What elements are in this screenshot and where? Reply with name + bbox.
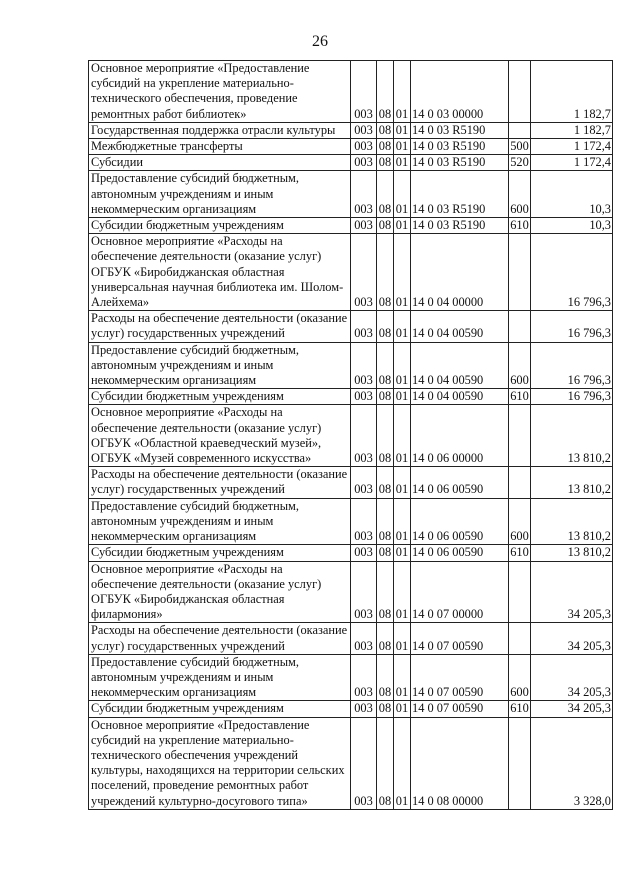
expense-type-cell: 610 xyxy=(510,389,529,404)
target-code-cell: 14 0 03 R5190 xyxy=(411,155,509,171)
table-row xyxy=(89,234,613,311)
expense-name-cell: Предоставление субсидий бюджетным, автономным учреждениям и иным некоммерческим организациям xyxy=(89,498,351,545)
subsection-code-cell: 01 xyxy=(394,561,411,623)
expense-name-cell: Межбюджетные трансферты xyxy=(89,139,351,155)
expense-name-cell: Предоставление субсидий бюджетным, автономным учреждениям и иным некоммерческим организациям xyxy=(89,654,351,701)
admin-code-cell: 003 xyxy=(351,139,377,155)
amount-cell: 1 182,7 xyxy=(531,61,613,123)
table-row xyxy=(89,545,613,561)
expense-name-cell: Субсидии бюджетным учреждениям xyxy=(89,545,351,561)
table-row xyxy=(89,218,613,234)
table-row xyxy=(89,467,613,498)
table-row xyxy=(89,155,613,171)
expense-name-cell: Субсидии бюджетным учреждениям xyxy=(89,701,351,717)
admin-code-cell: 003 xyxy=(351,623,377,654)
expense-type-cell: 500 xyxy=(510,139,529,154)
target-code-cell: 14 0 03 R5190 xyxy=(411,171,509,218)
expense-name-cell: Расходы на обеспечение деятельности (оказание услуг) государственных учреждений xyxy=(89,623,351,654)
admin-code-cell: 003 xyxy=(351,561,377,623)
table-row xyxy=(89,623,613,654)
expense-type-cell xyxy=(509,623,531,654)
expense-name-cell: Субсидии бюджетным учреждениям xyxy=(89,218,351,234)
subsection-code-cell: 01 xyxy=(394,311,411,342)
admin-code-cell: 003 xyxy=(351,545,377,561)
expense-type-cell xyxy=(509,467,531,498)
subsection-code-cell: 01 xyxy=(394,498,411,545)
admin-code-cell: 003 xyxy=(351,122,377,138)
expense-name-cell: Основное мероприятие «Предоставление субсидий на укрепление материально-технического обеспечения учреждений культуры, находящихся на территории сельских поселений, проведение ремонтных работ учреждений культурно-досугового типа» xyxy=(89,717,351,809)
table-row xyxy=(89,561,613,623)
section-code-cell: 08 xyxy=(377,545,394,561)
expense-name-cell: Субсидии xyxy=(89,155,351,171)
admin-code-cell: 003 xyxy=(351,654,377,701)
admin-code-cell: 003 xyxy=(351,61,377,123)
amount-cell: 34 205,3 xyxy=(531,701,613,717)
expense-name-cell: Предоставление субсидий бюджетным, автономным учреждениям и иным некоммерческим организациям xyxy=(89,342,351,389)
amount-cell: 10,3 xyxy=(531,171,613,218)
expense-type-cell: 600 xyxy=(509,342,531,389)
target-code-cell: 14 0 04 00590 xyxy=(411,342,509,389)
section-code-cell: 08 xyxy=(377,234,394,311)
table-row xyxy=(89,139,613,155)
target-code-cell: 14 0 08 00000 xyxy=(411,717,509,809)
admin-code-cell: 003 xyxy=(351,389,377,405)
amount-cell: 34 205,3 xyxy=(531,623,613,654)
admin-code-cell: 003 xyxy=(351,467,377,498)
subsection-code-cell: 01 xyxy=(394,701,411,717)
subsection-code-cell: 01 xyxy=(394,654,411,701)
target-code-cell: 14 0 04 00590 xyxy=(411,389,509,405)
subsection-code-cell: 01 xyxy=(394,61,411,123)
subsection-code-cell: 01 xyxy=(394,171,411,218)
subsection-code-cell: 01 xyxy=(394,717,411,809)
table-row xyxy=(89,122,613,138)
target-code-cell: 14 0 07 00590 xyxy=(411,654,509,701)
amount-cell: 16 796,3 xyxy=(531,311,613,342)
subsection-code-cell: 01 xyxy=(394,342,411,389)
target-code-cell: 14 0 06 00590 xyxy=(411,467,509,498)
subsection-code-cell: 01 xyxy=(394,405,411,467)
table-row xyxy=(89,342,613,389)
section-code-cell: 08 xyxy=(377,122,394,138)
target-code-cell: 14 0 07 00590 xyxy=(411,701,509,717)
target-code-cell: 14 0 03 R5190 xyxy=(411,218,509,234)
table-row xyxy=(89,171,613,218)
target-code-cell: 14 0 06 00590 xyxy=(411,545,509,561)
table-row xyxy=(89,654,613,701)
table-row xyxy=(89,389,613,405)
expense-type-cell xyxy=(509,234,531,311)
table-row xyxy=(89,405,613,467)
expense-name-cell: Расходы на обеспечение деятельности (оказание услуг) государственных учреждений xyxy=(89,311,351,342)
expense-name-cell: Предоставление субсидий бюджетным, автономным учреждениям и иным некоммерческим организациям xyxy=(89,171,351,218)
admin-code-cell: 003 xyxy=(351,498,377,545)
admin-code-cell: 003 xyxy=(351,218,377,234)
subsection-code-cell: 01 xyxy=(394,389,411,405)
admin-code-cell: 003 xyxy=(351,311,377,342)
expense-name-cell: Основное мероприятие «Предоставление субсидий на укрепление материально-технического обеспечения, проведение ремонтных работ библиотек» xyxy=(89,61,351,123)
expense-name-cell: Основное мероприятие «Расходы на обеспечение деятельности (оказание услуг) ОГБУК «Биробиджанская областная филармония» xyxy=(89,561,351,623)
amount-cell: 1 182,7 xyxy=(531,122,613,138)
amount-cell: 10,3 xyxy=(531,218,613,234)
amount-cell: 3 328,0 xyxy=(531,717,613,809)
page-number: 26 xyxy=(312,33,328,50)
admin-code-cell: 003 xyxy=(351,155,377,171)
subsection-code-cell: 01 xyxy=(394,122,411,138)
expense-type-cell: 600 xyxy=(509,498,531,545)
expense-name-cell: Субсидии бюджетным учреждениям xyxy=(89,389,351,405)
target-code-cell: 14 0 04 00000 xyxy=(411,234,509,311)
expense-name-cell: Расходы на обеспечение деятельности (оказание услуг) государственных учреждений xyxy=(89,467,351,498)
target-code-cell: 14 0 03 R5190 xyxy=(411,139,509,155)
amount-cell: 16 796,3 xyxy=(531,389,613,405)
subsection-code-cell: 01 xyxy=(394,234,411,311)
table-row xyxy=(89,717,613,809)
expense-type-cell xyxy=(509,405,531,467)
table-body xyxy=(89,61,613,810)
target-code-cell: 14 0 07 00000 xyxy=(411,561,509,623)
admin-code-cell: 003 xyxy=(351,405,377,467)
expense-type-cell: 610 xyxy=(510,701,529,716)
section-code-cell: 08 xyxy=(377,623,394,654)
table-row xyxy=(89,61,613,123)
section-code-cell: 08 xyxy=(377,654,394,701)
subsection-code-cell: 01 xyxy=(394,218,411,234)
subsection-code-cell: 01 xyxy=(394,467,411,498)
section-code-cell: 08 xyxy=(377,171,394,218)
expense-type-cell: 520 xyxy=(510,155,529,170)
section-code-cell: 08 xyxy=(377,498,394,545)
expense-name-cell: Основное мероприятие «Расходы на обеспечение деятельности (оказание услуг) ОГБУК «Областной краеведческий музей», ОГБУК «Музей современного искусства» xyxy=(89,405,351,467)
section-code-cell: 08 xyxy=(377,467,394,498)
target-code-cell: 14 0 06 00000 xyxy=(411,405,509,467)
expense-type-cell xyxy=(509,122,531,138)
expense-type-cell: 610 xyxy=(510,218,529,233)
target-code-cell: 14 0 03 00000 xyxy=(411,61,509,123)
amount-cell: 13 810,2 xyxy=(531,498,613,545)
expense-type-cell xyxy=(509,717,531,809)
section-code-cell: 08 xyxy=(377,717,394,809)
expense-type-cell: 600 xyxy=(509,171,531,218)
table-row xyxy=(89,498,613,545)
amount-cell: 34 205,3 xyxy=(531,561,613,623)
section-code-cell: 08 xyxy=(377,389,394,405)
table-row xyxy=(89,701,613,717)
subsection-code-cell: 01 xyxy=(394,139,411,155)
section-code-cell: 08 xyxy=(377,561,394,623)
section-code-cell: 08 xyxy=(377,405,394,467)
expense-type-cell: 600 xyxy=(509,654,531,701)
admin-code-cell: 003 xyxy=(351,171,377,218)
amount-cell: 34 205,3 xyxy=(531,654,613,701)
subsection-code-cell: 01 xyxy=(394,545,411,561)
expense-name-cell: Государственная поддержка отрасли культуры xyxy=(89,122,351,138)
section-code-cell: 08 xyxy=(377,61,394,123)
target-code-cell: 14 0 03 R5190 xyxy=(411,122,509,138)
section-code-cell: 08 xyxy=(377,342,394,389)
subsection-code-cell: 01 xyxy=(394,623,411,654)
amount-cell: 1 172,4 xyxy=(531,139,613,155)
amount-cell: 13 810,2 xyxy=(531,467,613,498)
amount-cell: 16 796,3 xyxy=(531,234,613,311)
subsection-code-cell: 01 xyxy=(394,155,411,171)
expense-type-cell xyxy=(509,561,531,623)
budget-table xyxy=(88,60,613,810)
expense-type-cell: 610 xyxy=(510,545,529,560)
amount-cell: 13 810,2 xyxy=(531,405,613,467)
admin-code-cell: 003 xyxy=(351,701,377,717)
section-code-cell: 08 xyxy=(377,701,394,717)
target-code-cell: 14 0 06 00590 xyxy=(411,498,509,545)
expense-type-cell xyxy=(509,61,531,123)
amount-cell: 13 810,2 xyxy=(531,545,613,561)
expense-type-cell xyxy=(509,311,531,342)
target-code-cell: 14 0 04 00590 xyxy=(411,311,509,342)
target-code-cell: 14 0 07 00590 xyxy=(411,623,509,654)
section-code-cell: 08 xyxy=(377,139,394,155)
section-code-cell: 08 xyxy=(377,155,394,171)
admin-code-cell: 003 xyxy=(351,234,377,311)
table-row xyxy=(89,311,613,342)
amount-cell: 16 796,3 xyxy=(531,342,613,389)
section-code-cell: 08 xyxy=(377,218,394,234)
expense-name-cell: Основное мероприятие «Расходы на обеспечение деятельности (оказание услуг) ОГБУК «Биробиджанская областная универсальная научная библиотека им. Шолом-Алейхема» xyxy=(89,234,351,311)
admin-code-cell: 003 xyxy=(351,717,377,809)
admin-code-cell: 003 xyxy=(351,342,377,389)
section-code-cell: 08 xyxy=(377,311,394,342)
amount-cell: 1 172,4 xyxy=(531,155,613,171)
